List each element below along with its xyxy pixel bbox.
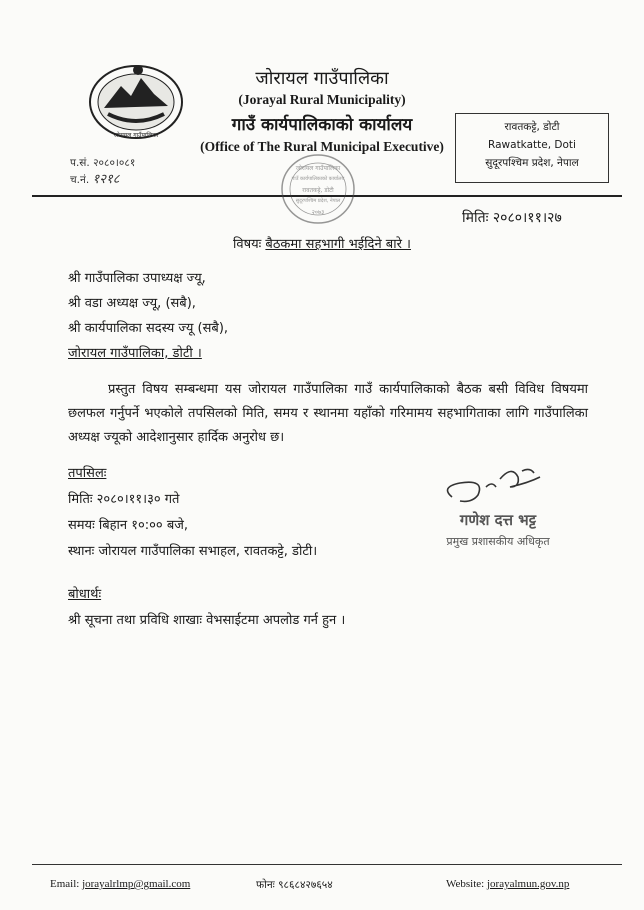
subject-label: विषयः [233,237,262,252]
svg-text:सुदूरपश्चिम प्रदेश, नेपाल: सुदूरपश्चिम प्रदेश, नेपाल [295,198,341,204]
chalani-number-row [70,171,135,188]
bodharth-section [68,582,345,634]
website-link[interactable]: jorayalmun.gov.np [486,878,570,890]
schedule-date: मितिः २०८०।११।३० गते [68,492,180,507]
recipient-line: जोरायल गाउँपालिका, डोटी । [68,346,202,361]
schedule-time: समयः बिहान १०:०० बजे, [68,518,189,533]
schedule-place: स्थानः जोरायल गाउँपालिका सभाहल, रावतकट्टे, डोटी। [68,544,318,559]
address-line: रावतकट्टे, डोटी [504,121,560,133]
municipality-name-ne: जोरायल गाउँपालिका [255,68,389,89]
bodharth-heading: बोधार्थः [68,587,102,602]
subject-line [0,234,644,252]
letter-body: प्रस्तुत विषय सम्बन्धमा यस जोरायल गाउँपालिका गाउँ कार्यपालिकाको बैठक बसी विविध विषयमा छलफल गर्नुपर्ने भएकोले तपसिलको मिति, समय र स्थानमा यहाँको गरिमामय सहभागिताका लागि गाउँपालिका अध्यक्ष ज्यूको आदेशानुसार हार्दिक अनुरोध छ। [68,382,588,445]
schedule-heading: तपसिलः [68,466,107,481]
chalani-number: १२१८ [92,171,120,186]
svg-text:जोरायल गाउँपालिका: जोरायल गाउँपालिका [113,132,159,139]
schedule [68,461,317,565]
email-link[interactable]: jorayalrlmp@gmail.com [82,878,191,890]
recipient-line: श्री गाउँपालिका उपाध्यक्ष ज्यू, [68,271,206,286]
svg-text:रावतकट्टे, डोटी: रावतकट्टे, डोटी [302,187,334,194]
svg-text:जोरायल गाउँपालिका: जोरायल गाउँपालिका [295,165,341,172]
footer-website [446,878,569,890]
bodharth-line: श्री सूचना तथा प्रविधि शाखाः वेभसाईटमा अपलोड गर्न हुन । [68,613,346,628]
email-label: Email: [50,878,80,890]
municipality-name-en: (Jorayal Rural Municipality) [238,92,406,107]
recipients [68,266,228,366]
footer-divider [32,864,622,865]
office-name-ne: गाउँ कार्यपालिकाको कार्यालय [231,115,413,135]
reference-numbers [70,155,135,188]
footer-phone: फोनः ९८६८४२७६५४ [256,879,333,891]
address-box [455,113,609,183]
website-label: Website: [446,878,485,890]
office-name-en: (Office of The Rural Municipal Executive) [200,139,444,154]
footer-email [50,878,190,890]
letter-date: मितिः २०८०।११।२७ [462,210,562,226]
address-line: Rawatkatte, Doti [488,139,576,151]
signature [430,457,590,552]
svg-text:२०७३: २०७३ [311,209,325,216]
recipient-line: श्री वडा अध्यक्ष ज्यू, (सबै), [68,296,196,311]
address-line: सुदूरपश्चिम प्रदेश, नेपाल [485,157,579,169]
svg-text:गाउँ कार्यपालिकाको कार्यालय: गाउँ कार्यपालिकाको कार्यालय [291,176,345,182]
office-stamp [278,150,358,228]
signatory-title: प्रमुख प्रशासकीय अधिकृत [446,535,550,548]
recipient-line: श्री कार्यपालिका सदस्य ज्यू (सबै), [68,321,229,336]
chalani-label: च.नं. [70,174,90,186]
signatory-name: गणेश दत्त भट्ट [459,511,537,529]
subject-text: बैठकमा सहभागी भईदिने बारे । [265,237,411,252]
patra-sankhya: प.सं. २०८०।०८१ [70,157,136,169]
